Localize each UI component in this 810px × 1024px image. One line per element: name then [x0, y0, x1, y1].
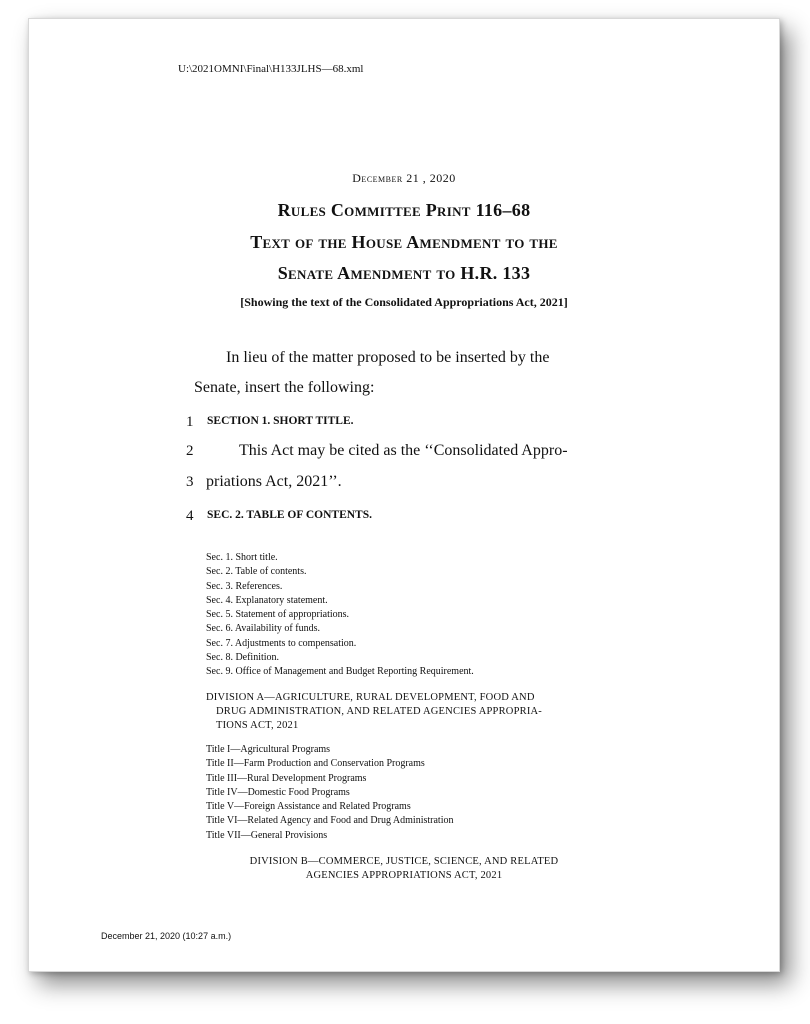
title-item: Title IV—Domestic Food Programs	[206, 786, 350, 798]
section-2-heading: SEC. 2. TABLE OF CONTENTS.	[207, 509, 372, 521]
toc-item: Sec. 2. Table of contents.	[206, 566, 307, 578]
division-a-line-1: DIVISION A—AGRICULTURE, RURAL DEVELOPMENT, FOOD AND	[206, 692, 535, 703]
toc-item: Sec. 3. References.	[206, 580, 283, 592]
toc-item: Sec. 5. Statement of appropriations.	[206, 609, 350, 621]
title-item: Title V—Foreign Assistance and Related Programs	[206, 801, 411, 813]
citation-line-1: This Act may be cited as the ‘‘Consolidated Appro-	[239, 442, 568, 459]
date-line: December 21 , 2020	[352, 171, 456, 185]
intro-line-2: Senate, insert the following:	[194, 379, 375, 396]
showing-note	[29, 295, 779, 310]
toc-item: Sec. 9. Office of Management and Budget Reporting Requirement.	[206, 666, 474, 678]
line-number: 2	[186, 443, 194, 459]
title-item: Title VII—General Provisions	[206, 829, 328, 841]
footer-timestamp: December 21, 2020 (10:27 a.m.)	[101, 931, 232, 941]
title-line-2: Text of the House Amendment to the	[250, 232, 558, 252]
toc-sections-list	[206, 551, 474, 680]
division-a-line-3: TIONS ACT, 2021	[216, 720, 299, 731]
title-item: Title I—Agricultural Programs	[206, 744, 331, 755]
intro-line-1: In lieu of the matter proposed to be inserted by the	[226, 349, 550, 366]
title-line-3: Senate Amendment to H.R. 133	[277, 263, 531, 283]
division-a-titles-list	[206, 743, 453, 843]
division-a-heading	[206, 691, 606, 733]
division-a-line-2: DRUG ADMINISTRATION, AND RELATED AGENCIES APPROPRIA-	[216, 706, 543, 717]
title-item: Title VI—Related Agency and Food and Drug Administration	[206, 815, 454, 827]
division-b-heading	[29, 855, 779, 883]
toc-item: Sec. 7. Adjustments to compensation.	[206, 637, 357, 649]
section-1-heading: SECTION 1. SHORT TITLE.	[207, 415, 354, 427]
toc-item: Sec. 1. Short title.	[206, 552, 278, 563]
title-item: Title II—Farm Production and Conservation Programs	[206, 758, 425, 770]
division-b-line-2: AGENCIES APPROPRIATIONS ACT, 2021	[305, 870, 503, 881]
division-b-line-1: DIVISION B—COMMERCE, JUSTICE, SCIENCE, AND RELATED	[249, 856, 559, 867]
document-page	[28, 18, 780, 972]
title-item: Title III—Rural Development Programs	[206, 772, 367, 784]
title-line-1: Rules Committee Print 116–68	[277, 200, 531, 220]
citation-line-2: priations Act, 2021’’.	[206, 473, 342, 490]
line-number: 3	[186, 474, 194, 490]
toc-item: Sec. 4. Explanatory statement.	[206, 594, 328, 606]
toc-item: Sec. 8. Definition.	[206, 652, 280, 664]
line-number: 4	[186, 508, 194, 524]
file-path-header: U:\2021OMNI\Final\H133JLHS—68.xml	[178, 63, 364, 75]
toc-item: Sec. 6. Availability of funds.	[206, 623, 320, 635]
line-number: 1	[186, 414, 194, 430]
showing-note-text: [Showing the text of the Consolidated Appropriations Act, 2021]	[240, 295, 568, 309]
